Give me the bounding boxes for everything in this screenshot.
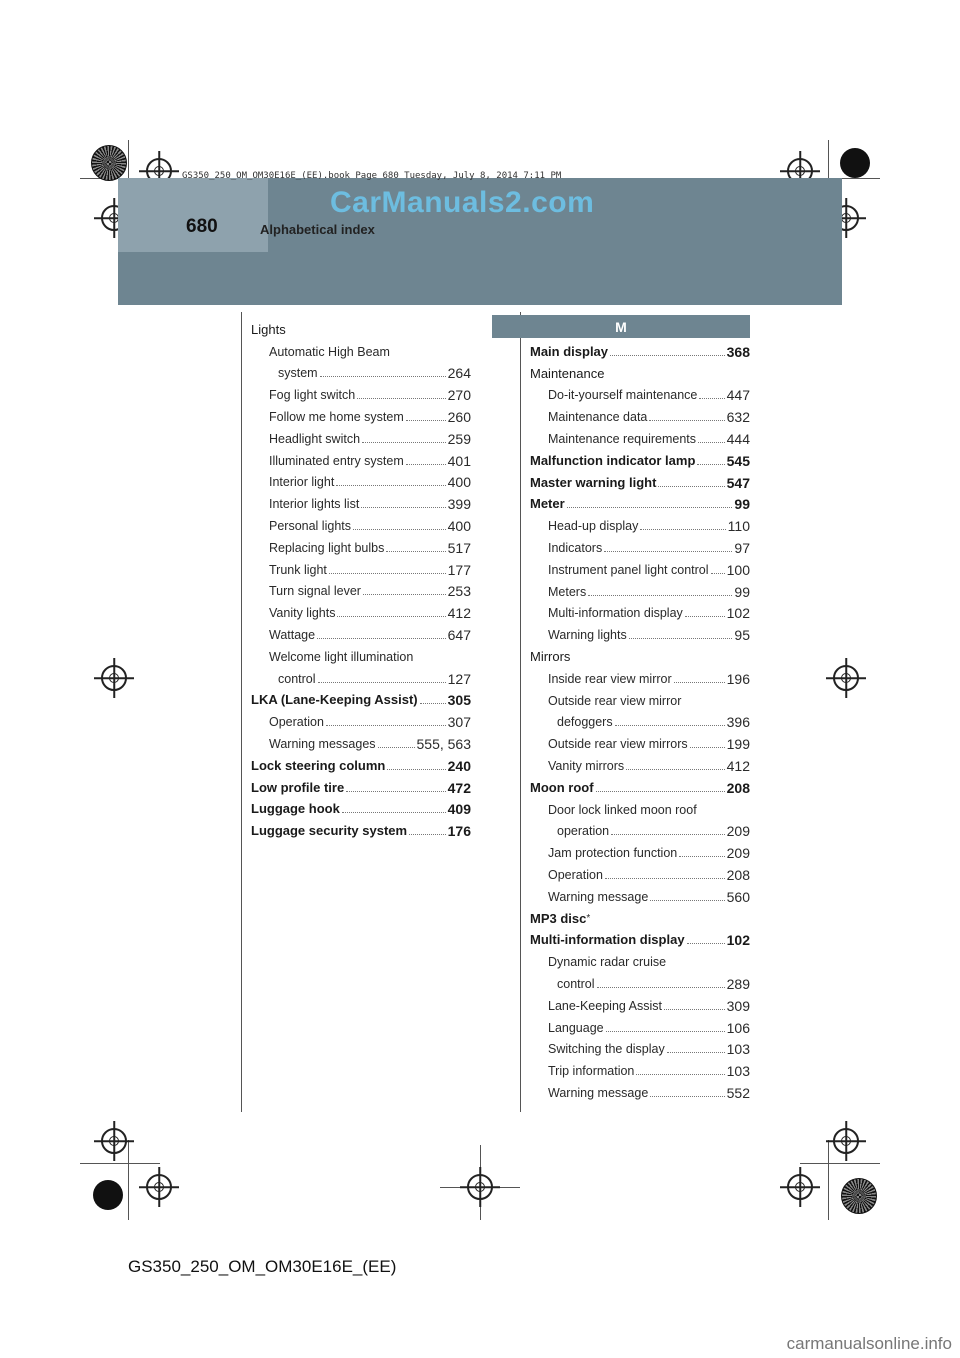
leader-dots bbox=[386, 551, 445, 552]
leader-dots bbox=[409, 834, 446, 835]
leader-dots bbox=[640, 529, 725, 530]
crop-mark bbox=[80, 1163, 160, 1164]
index-entry-page: 401 bbox=[447, 452, 471, 469]
index-entry-label: Headlight switch bbox=[269, 431, 361, 446]
index-entry-label: defoggers bbox=[557, 715, 613, 730]
index-entry-label: Lights bbox=[251, 321, 286, 337]
index-entry bbox=[530, 796, 750, 818]
index-entry-label: Maintenance requirements bbox=[548, 431, 696, 446]
index-entry-page: 99 bbox=[734, 496, 750, 513]
index-entry bbox=[251, 708, 471, 730]
registration-target-icon bbox=[146, 1174, 172, 1200]
index-entry-page: 196 bbox=[726, 670, 750, 687]
index-entry-label: Warning messages bbox=[269, 736, 376, 751]
leader-dots bbox=[406, 464, 446, 465]
index-entry-label: Outside rear view mirror bbox=[548, 693, 682, 708]
crop-mark bbox=[128, 1140, 129, 1220]
index-entry-page: 447 bbox=[726, 387, 750, 404]
index-entry-label: Maintenance bbox=[530, 365, 605, 381]
index-entry bbox=[251, 817, 471, 839]
index-entry-label: Master warning light bbox=[530, 474, 657, 490]
leader-dots bbox=[318, 682, 446, 683]
leader-dots bbox=[664, 1009, 725, 1010]
index-entry-label: Fog light switch bbox=[269, 388, 356, 403]
registration-dot-icon bbox=[93, 1180, 123, 1210]
index-entry bbox=[251, 403, 471, 425]
registration-starburst-icon bbox=[841, 1178, 877, 1214]
index-entry bbox=[251, 447, 471, 469]
index-entry bbox=[530, 752, 750, 774]
index-entry-page: 560 bbox=[726, 888, 750, 905]
index-entry bbox=[530, 839, 750, 861]
column-rule bbox=[241, 312, 242, 1112]
crop-mark bbox=[828, 1140, 829, 1220]
index-entry bbox=[530, 1014, 750, 1036]
index-entry-label: Vanity mirrors bbox=[548, 758, 625, 773]
index-entry bbox=[530, 927, 750, 949]
index-entry-label: Personal lights bbox=[269, 518, 351, 533]
index-entry-label: Meter bbox=[530, 496, 565, 512]
index-entry bbox=[530, 578, 750, 600]
index-entry-page: 270 bbox=[447, 387, 471, 404]
index-entry-label: Main display bbox=[530, 343, 609, 359]
index-entry-page: 177 bbox=[447, 561, 471, 578]
index-column-right bbox=[530, 338, 750, 1101]
index-entry-page: 399 bbox=[447, 496, 471, 513]
leader-dots bbox=[346, 791, 445, 792]
leader-dots bbox=[337, 616, 445, 617]
index-entry-page: 545 bbox=[726, 452, 750, 469]
index-entry bbox=[530, 1036, 750, 1058]
index-entry bbox=[251, 643, 471, 665]
index-entry-label: Luggage security system bbox=[251, 823, 408, 839]
footnote-marker: * bbox=[586, 912, 591, 924]
index-entry-page: 517 bbox=[447, 539, 471, 556]
registration-target-icon bbox=[101, 665, 127, 691]
index-entry-page: 208 bbox=[726, 866, 750, 883]
leader-dots bbox=[597, 987, 725, 988]
index-entry bbox=[530, 905, 750, 927]
document-code: GS350_250_OM_OM30E16E_(EE) bbox=[128, 1257, 397, 1276]
index-entry-page: 368 bbox=[726, 343, 750, 360]
index-entry bbox=[530, 469, 750, 491]
index-entry-page: 396 bbox=[726, 714, 750, 731]
registration-target-icon bbox=[833, 665, 859, 691]
index-entry-page: 412 bbox=[726, 757, 750, 774]
registration-target-icon bbox=[101, 1128, 127, 1154]
index-entry bbox=[530, 970, 750, 992]
leader-dots bbox=[679, 856, 724, 857]
index-entry-page: 97 bbox=[734, 539, 750, 556]
index-entry bbox=[530, 687, 750, 709]
index-entry bbox=[530, 512, 750, 534]
index-entry-page: 253 bbox=[447, 583, 471, 600]
index-entry-page: 102 bbox=[726, 932, 750, 949]
index-entry-page: 209 bbox=[726, 845, 750, 862]
index-entry-page: 103 bbox=[726, 1041, 750, 1058]
index-entry bbox=[251, 578, 471, 600]
index-entry-label: Mirrors bbox=[530, 648, 571, 664]
index-entry-page: 110 bbox=[727, 518, 750, 535]
index-entry-page: 106 bbox=[726, 1019, 750, 1036]
index-entry-label: Multi-information display bbox=[530, 932, 685, 948]
index-entry bbox=[251, 621, 471, 643]
index-entry bbox=[251, 599, 471, 621]
index-entry bbox=[530, 425, 750, 447]
index-entry-label: Luggage hook bbox=[251, 801, 340, 817]
index-entry-label: Interior light bbox=[269, 475, 335, 490]
index-entry-label: Operation bbox=[269, 715, 324, 730]
index-entry bbox=[530, 709, 750, 731]
index-entry bbox=[251, 360, 471, 382]
leader-dots bbox=[336, 485, 445, 486]
index-entry-label: Interior lights list bbox=[269, 497, 360, 512]
index-entry bbox=[251, 665, 471, 687]
index-entry bbox=[251, 490, 471, 512]
leader-dots bbox=[588, 595, 732, 596]
index-entry bbox=[251, 556, 471, 578]
index-entry bbox=[530, 403, 750, 425]
book-info-line: GS350_250_OM_OM30E16E_(EE).book Page 680 Tuesday, July 8, 2014 7:11 PM bbox=[182, 171, 562, 181]
registration-target-icon bbox=[833, 1128, 859, 1154]
index-entry bbox=[251, 512, 471, 534]
index-entry bbox=[530, 948, 750, 970]
index-entry bbox=[251, 469, 471, 491]
registration-target-icon bbox=[787, 1174, 813, 1200]
index-entry-label: Vanity lights bbox=[269, 606, 336, 621]
index-entry-label: Wattage bbox=[269, 627, 316, 642]
index-entry bbox=[530, 992, 750, 1014]
index-entry-page: 102 bbox=[726, 605, 750, 622]
index-entry-page: 289 bbox=[726, 975, 750, 992]
index-entry-page: 240 bbox=[447, 757, 471, 774]
leader-dots bbox=[406, 420, 446, 421]
index-entry bbox=[530, 338, 750, 360]
page-title: Alphabetical index bbox=[260, 222, 375, 237]
index-entry-label: LKA (Lane-Keeping Assist) bbox=[251, 692, 418, 708]
leader-dots bbox=[649, 420, 724, 421]
leader-dots bbox=[329, 573, 446, 574]
index-entry-page: 209 bbox=[726, 823, 750, 840]
leader-dots bbox=[605, 878, 725, 879]
index-entry bbox=[251, 338, 471, 360]
index-entry-label: Malfunction indicator lamp bbox=[530, 452, 696, 468]
index-entry bbox=[530, 818, 750, 840]
index-entry bbox=[251, 425, 471, 447]
index-entry-page: 400 bbox=[447, 517, 471, 534]
index-entry-page: 555, 563 bbox=[416, 735, 471, 752]
index-entry bbox=[530, 382, 750, 404]
index-entry-page: 99 bbox=[734, 583, 750, 600]
index-entry bbox=[530, 447, 750, 469]
index-entry-label: Trip information bbox=[548, 1064, 635, 1079]
leader-dots bbox=[378, 747, 415, 748]
leader-dots bbox=[326, 725, 446, 726]
leader-dots bbox=[320, 376, 446, 377]
index-entry-label: Meters bbox=[548, 584, 587, 599]
registration-dot-icon bbox=[840, 148, 870, 178]
leader-dots bbox=[387, 769, 445, 770]
leader-dots bbox=[611, 834, 725, 835]
index-entry bbox=[530, 621, 750, 643]
index-entry-label: Maintenance data bbox=[548, 410, 648, 425]
index-entry-label: Dynamic radar cruise bbox=[548, 955, 667, 970]
leader-dots bbox=[685, 616, 725, 617]
index-entry-label: Low profile tire bbox=[251, 779, 345, 795]
index-entry-label: Follow me home system bbox=[269, 409, 404, 424]
index-entry bbox=[530, 643, 750, 665]
index-entry bbox=[251, 774, 471, 796]
leader-dots bbox=[362, 442, 446, 443]
index-entry-page: 127 bbox=[447, 670, 471, 687]
leader-dots bbox=[698, 442, 725, 443]
index-entry-page: 632 bbox=[726, 409, 750, 426]
index-entry-page: 305 bbox=[447, 692, 471, 709]
index-entry bbox=[251, 730, 471, 752]
index-entry bbox=[530, 665, 750, 687]
leader-dots bbox=[342, 812, 446, 813]
leader-dots bbox=[711, 573, 725, 574]
leader-dots bbox=[636, 1074, 724, 1075]
registration-target-icon bbox=[467, 1174, 493, 1200]
index-entry-label: Lane-Keeping Assist bbox=[548, 998, 662, 1013]
index-entry-label: system bbox=[278, 366, 318, 381]
index-entry-label: Replacing light bulbs bbox=[269, 540, 385, 555]
index-entry-label: MP3 disc bbox=[530, 910, 587, 926]
index-entry-page: 103 bbox=[726, 1063, 750, 1080]
index-entry-page: 472 bbox=[447, 779, 471, 796]
index-entry-page: 547 bbox=[726, 474, 750, 491]
index-entry bbox=[530, 883, 750, 905]
leader-dots bbox=[317, 638, 446, 639]
index-entry-label: Do-it-yourself maintenance bbox=[548, 388, 698, 403]
leader-dots bbox=[610, 355, 725, 356]
leader-dots bbox=[606, 1031, 725, 1032]
index-entry bbox=[530, 491, 750, 513]
index-entry bbox=[530, 1079, 750, 1101]
index-entry-label: control bbox=[557, 976, 595, 991]
header-tab bbox=[118, 178, 268, 252]
index-entry-label: Automatic High Beam bbox=[269, 344, 390, 359]
leader-dots bbox=[687, 943, 725, 944]
index-entry bbox=[530, 861, 750, 883]
index-entry-page: 95 bbox=[734, 627, 750, 644]
registration-starburst-icon bbox=[91, 145, 127, 181]
leader-dots bbox=[650, 1096, 724, 1097]
index-entry-page: 552 bbox=[726, 1084, 750, 1101]
index-entry-page: 409 bbox=[447, 801, 471, 818]
index-entry bbox=[530, 730, 750, 752]
index-entry bbox=[251, 752, 471, 774]
index-entry bbox=[251, 316, 471, 338]
index-entry-label: Operation bbox=[548, 867, 603, 882]
index-entry-page: 647 bbox=[447, 626, 471, 643]
index-entry-label: Warning message bbox=[548, 889, 649, 904]
index-entry-label: Jam protection function bbox=[548, 846, 678, 861]
index-entry-label: Moon roof bbox=[530, 779, 594, 795]
leader-dots bbox=[420, 703, 446, 704]
page-number: 680 bbox=[186, 216, 218, 237]
index-entry-label: Inside rear view mirror bbox=[548, 671, 672, 686]
index-entry-label: Turn signal lever bbox=[269, 584, 361, 599]
index-entry-page: 100 bbox=[726, 561, 750, 578]
index-entry-page: 307 bbox=[447, 714, 471, 731]
index-entry-label: Indicators bbox=[548, 540, 603, 555]
index-entry-page: 199 bbox=[726, 736, 750, 753]
index-entry bbox=[530, 556, 750, 578]
index-entry bbox=[251, 796, 471, 818]
index-entry-label: Warning message bbox=[548, 1085, 649, 1100]
leader-dots bbox=[596, 791, 725, 792]
leader-dots bbox=[626, 769, 724, 770]
index-entry bbox=[251, 687, 471, 709]
index-entry-page: 309 bbox=[726, 997, 750, 1014]
index-entry-page: 264 bbox=[447, 365, 471, 382]
section-letter-bar: M bbox=[492, 315, 750, 338]
index-entry bbox=[251, 534, 471, 556]
index-entry-label: Trunk light bbox=[269, 562, 327, 577]
leader-dots bbox=[697, 464, 724, 465]
leader-dots bbox=[615, 725, 725, 726]
index-entry-label: Switching the display bbox=[548, 1042, 665, 1057]
index-entry-page: 259 bbox=[447, 430, 471, 447]
index-entry bbox=[530, 1057, 750, 1079]
leader-dots bbox=[567, 507, 733, 508]
index-entry-label: Warning lights bbox=[548, 628, 627, 643]
index-entry-label: Lock steering column bbox=[251, 757, 386, 773]
column-rule bbox=[520, 312, 521, 1112]
watermark: CarManuals2.com bbox=[330, 186, 595, 219]
index-entry-page: 444 bbox=[726, 430, 750, 447]
leader-dots bbox=[629, 638, 733, 639]
index-entry-label: Welcome light illumination bbox=[269, 649, 414, 664]
leader-dots bbox=[690, 747, 725, 748]
leader-dots bbox=[699, 398, 724, 399]
index-entry-label: Head-up display bbox=[548, 519, 639, 534]
index-entry-label: Instrument panel light control bbox=[548, 562, 709, 577]
index-column-left bbox=[251, 316, 471, 839]
leader-dots bbox=[604, 551, 732, 552]
index-entry-page: 260 bbox=[447, 408, 471, 425]
index-entry-label: Language bbox=[548, 1020, 604, 1035]
index-entry-label: Multi-information display bbox=[548, 606, 683, 621]
index-entry bbox=[251, 381, 471, 403]
index-entry-page: 400 bbox=[447, 474, 471, 491]
index-entry-label: operation bbox=[557, 824, 610, 839]
index-entry-label: Door lock linked moon roof bbox=[548, 802, 697, 817]
leader-dots bbox=[658, 486, 724, 487]
index-entry-label: Outside rear view mirrors bbox=[548, 737, 688, 752]
index-entry bbox=[530, 600, 750, 622]
index-entry-label: control bbox=[278, 671, 316, 686]
leader-dots bbox=[353, 529, 446, 530]
crop-mark bbox=[800, 1163, 880, 1164]
leader-dots bbox=[650, 900, 724, 901]
section-header-m-wrap bbox=[492, 315, 750, 338]
leader-dots bbox=[674, 682, 725, 683]
leader-dots bbox=[361, 507, 445, 508]
leader-dots bbox=[667, 1052, 725, 1053]
index-entry bbox=[530, 774, 750, 796]
leader-dots bbox=[363, 594, 446, 595]
index-entry bbox=[530, 360, 750, 382]
index-entry-page: 176 bbox=[447, 823, 471, 840]
index-entry bbox=[530, 534, 750, 556]
index-entry-page: 412 bbox=[447, 605, 471, 622]
site-watermark: carmanualsonline.info bbox=[786, 1334, 952, 1353]
leader-dots bbox=[357, 398, 445, 399]
index-entry-label: Illuminated entry system bbox=[269, 453, 404, 468]
index-entry-page: 208 bbox=[726, 779, 750, 796]
